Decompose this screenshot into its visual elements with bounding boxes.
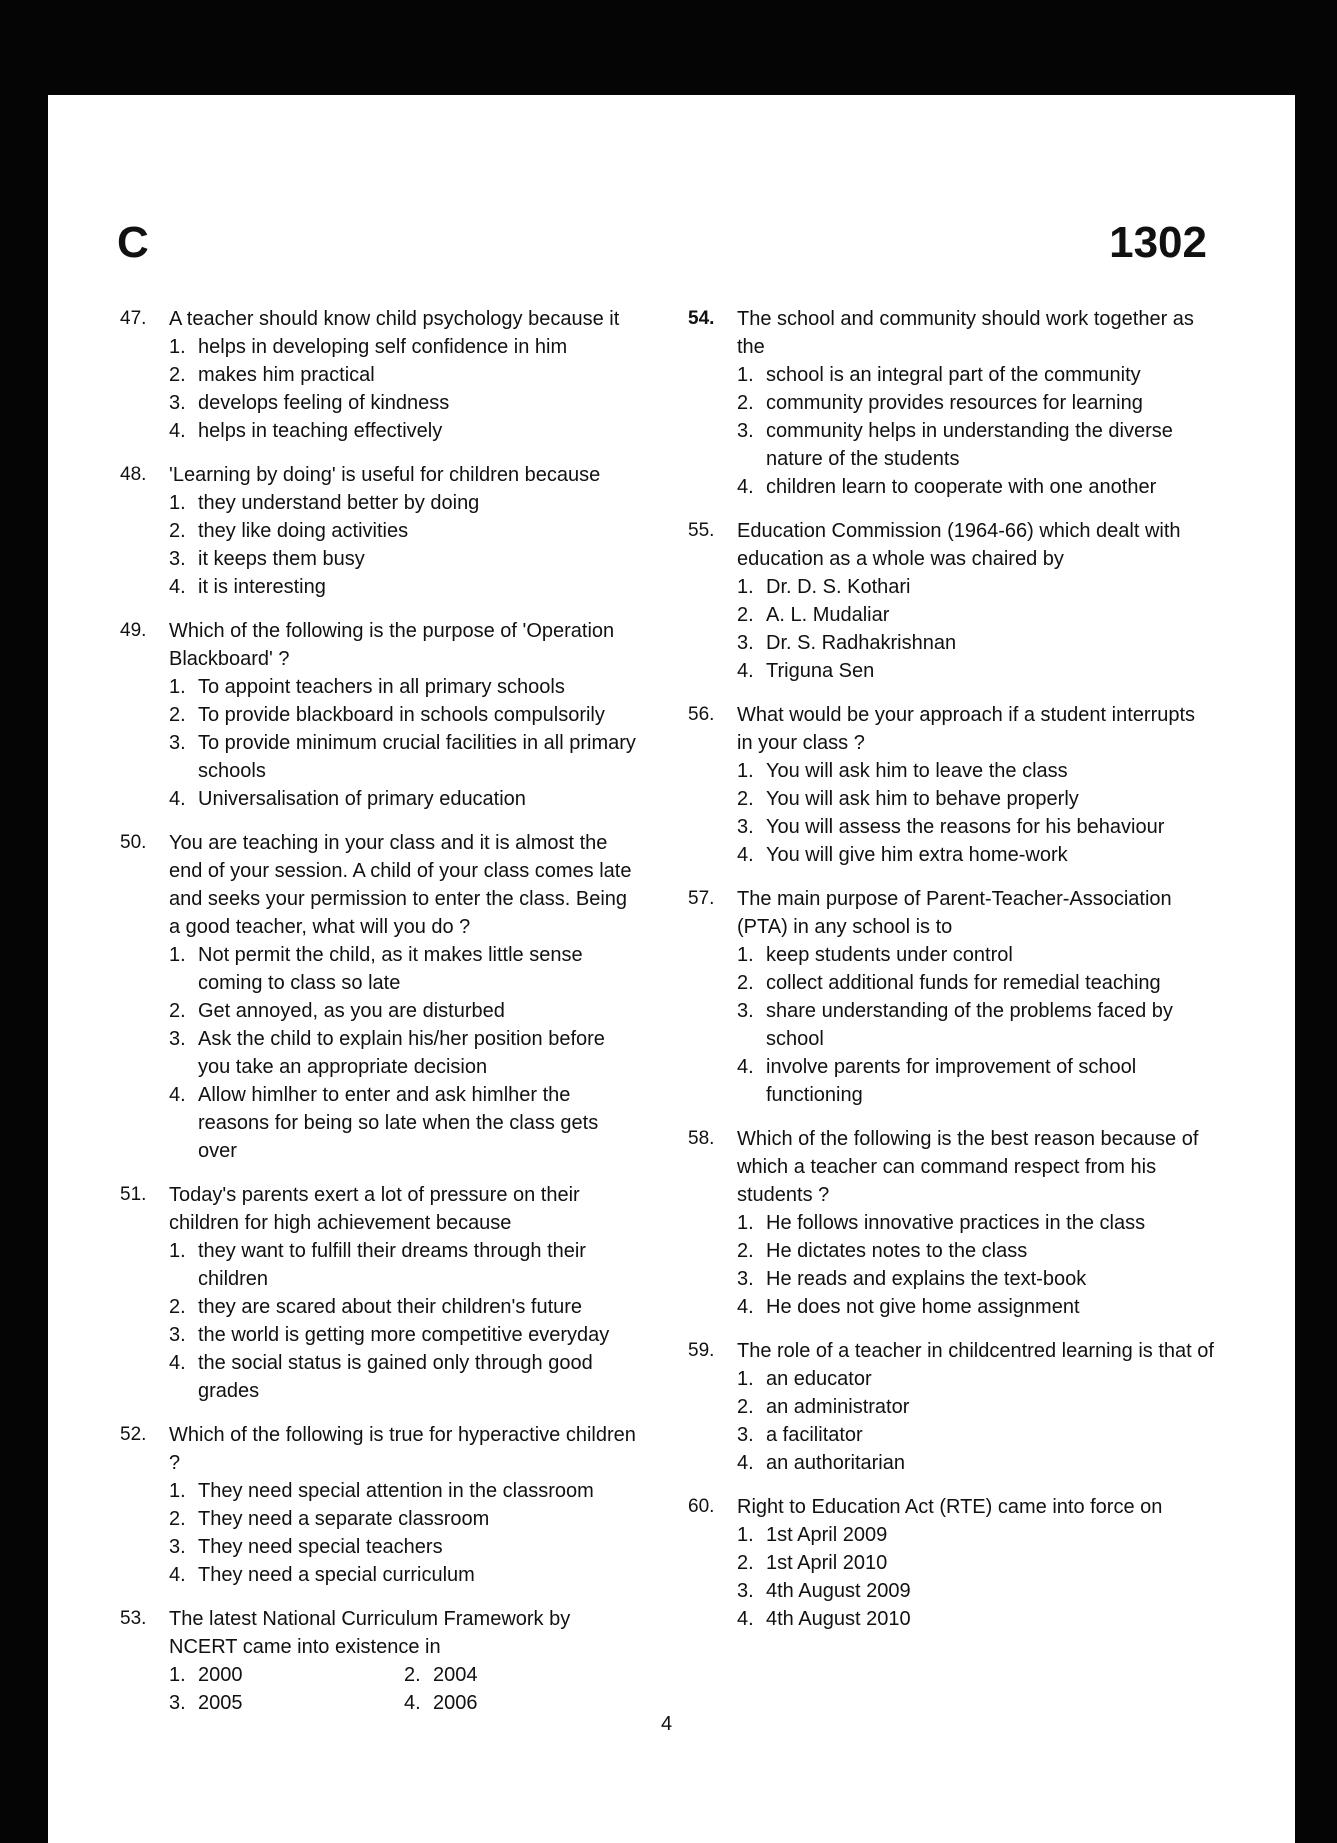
option-number: 2. bbox=[737, 392, 754, 414]
option-text: they are scared about their children's future bbox=[198, 1296, 583, 1318]
option-number: 4. bbox=[737, 844, 754, 866]
option-number: 2. bbox=[169, 1508, 186, 1530]
left-column bbox=[117, 305, 637, 1733]
option-list bbox=[737, 941, 1215, 1109]
option-list bbox=[169, 673, 637, 813]
option bbox=[737, 417, 1215, 473]
option bbox=[737, 1237, 1215, 1265]
option-list bbox=[169, 1661, 637, 1717]
option bbox=[737, 629, 1215, 657]
option-text: 2005 bbox=[198, 1692, 243, 1714]
option-text: To appoint teachers in all primary schools bbox=[198, 676, 565, 698]
option bbox=[737, 785, 1215, 813]
option-list bbox=[169, 1237, 637, 1405]
option-number: 1. bbox=[169, 336, 186, 358]
option bbox=[737, 1265, 1215, 1293]
option-number: 2. bbox=[169, 520, 186, 542]
option-number: 4. bbox=[169, 1564, 186, 1586]
option-number: 4. bbox=[169, 1352, 186, 1374]
question-49 bbox=[117, 617, 637, 813]
option-text: community provides resources for learning bbox=[766, 392, 1143, 414]
option-text: He dictates notes to the class bbox=[766, 1240, 1028, 1262]
question-number: 56. bbox=[688, 704, 715, 725]
option-text: You will ask him to leave the class bbox=[766, 760, 1068, 782]
option-number: 1. bbox=[169, 492, 186, 514]
option-text: You will assess the reasons for his behaviour bbox=[766, 816, 1165, 838]
option bbox=[737, 997, 1215, 1053]
option bbox=[169, 517, 637, 545]
question-text: What would be your approach if a student interrupts in your class ? bbox=[737, 704, 1196, 754]
question-text: The main purpose of Parent-Teacher-Association (PTA) in any school is to bbox=[737, 888, 1172, 938]
option bbox=[169, 673, 637, 701]
option bbox=[737, 601, 1215, 629]
option bbox=[169, 1533, 637, 1561]
option-number: 3. bbox=[737, 1580, 754, 1602]
option-number: 3. bbox=[169, 1692, 186, 1714]
option-number: 4. bbox=[737, 476, 754, 498]
option bbox=[737, 813, 1215, 841]
option-text: helps in teaching effectively bbox=[198, 420, 443, 442]
option-text: a facilitator bbox=[766, 1424, 863, 1446]
question-text: Education Commission (1964-66) which dealt with education as a whole was chaired by bbox=[737, 520, 1181, 570]
option-number: 3. bbox=[169, 1028, 186, 1050]
option-text: 4th August 2010 bbox=[766, 1608, 911, 1630]
option-number: 1. bbox=[737, 760, 754, 782]
option-number: 3. bbox=[169, 1324, 186, 1346]
option-text: Get annoyed, as you are disturbed bbox=[198, 1000, 505, 1022]
option bbox=[169, 389, 637, 417]
option-number: 4. bbox=[169, 576, 186, 598]
option-number: 1. bbox=[737, 1212, 754, 1234]
option-number: 3. bbox=[169, 732, 186, 754]
question-text: 'Learning by doing' is useful for children because bbox=[169, 464, 601, 486]
option bbox=[737, 757, 1215, 785]
option-number: 2. bbox=[169, 1000, 186, 1022]
option-number: 3. bbox=[169, 1536, 186, 1558]
question-57 bbox=[685, 885, 1215, 1109]
option-text: They need a separate classroom bbox=[198, 1508, 490, 1530]
question-text: A teacher should know child psychology because it bbox=[169, 308, 620, 330]
question-text: The latest National Curriculum Framework by NCERT came into existence in bbox=[169, 1608, 571, 1658]
option-number: 3. bbox=[737, 1000, 754, 1022]
option-text: To provide minimum crucial facilities in all primary schools bbox=[198, 732, 636, 782]
question-56 bbox=[685, 701, 1215, 869]
option-number: 4. bbox=[737, 1452, 754, 1474]
option bbox=[737, 473, 1215, 501]
question-47 bbox=[117, 305, 637, 445]
option bbox=[737, 1053, 1215, 1109]
question-number: 47. bbox=[120, 308, 147, 329]
question-number: 60. bbox=[688, 1496, 715, 1517]
question-number: 57. bbox=[688, 888, 715, 909]
option-list bbox=[737, 1521, 1215, 1633]
option bbox=[169, 1237, 637, 1293]
option-list bbox=[737, 757, 1215, 869]
option-text: school is an integral part of the community bbox=[766, 364, 1141, 386]
option-text: Not permit the child, as it makes little sense coming to class so late bbox=[198, 944, 583, 994]
option-number: 4. bbox=[169, 788, 186, 810]
option-number: 2. bbox=[737, 788, 754, 810]
question-number: 52. bbox=[120, 1424, 147, 1445]
option-text: helps in developing self confidence in him bbox=[198, 336, 568, 358]
option bbox=[169, 701, 637, 729]
option bbox=[737, 573, 1215, 601]
option bbox=[169, 1321, 637, 1349]
question-number: 49. bbox=[120, 620, 147, 641]
option-number: 3. bbox=[169, 392, 186, 414]
option-number: 4. bbox=[737, 1608, 754, 1630]
option-list bbox=[169, 1477, 637, 1589]
question-number: 51. bbox=[120, 1184, 147, 1205]
option-text: Universalisation of primary education bbox=[198, 788, 526, 810]
option-number: 3. bbox=[737, 1268, 754, 1290]
option bbox=[169, 573, 637, 601]
option-text: an educator bbox=[766, 1368, 872, 1390]
option bbox=[169, 1025, 637, 1081]
option bbox=[169, 997, 637, 1025]
question-number: 50. bbox=[120, 832, 147, 853]
option bbox=[169, 1689, 404, 1717]
option bbox=[169, 1293, 637, 1321]
option-text: They need special attention in the classroom bbox=[198, 1480, 594, 1502]
option-number: 4. bbox=[737, 1056, 754, 1078]
scan-border-left bbox=[0, 0, 48, 1843]
option-number: 1. bbox=[737, 1524, 754, 1546]
option-text: involve parents for improvement of school functioning bbox=[766, 1056, 1137, 1106]
question-number: 53. bbox=[120, 1608, 147, 1629]
option-number: 2. bbox=[737, 1396, 754, 1418]
option-number: 2. bbox=[169, 1296, 186, 1318]
option-text: share understanding of the problems faced by school bbox=[766, 1000, 1173, 1050]
option-text: He does not give home assignment bbox=[766, 1296, 1080, 1318]
option bbox=[169, 1477, 637, 1505]
option-list bbox=[737, 573, 1215, 685]
scan-border-top bbox=[0, 0, 1337, 95]
option bbox=[169, 1081, 637, 1165]
question-text: You are teaching in your class and it is almost the end of your session. A child of your class comes late and seeks your permission to enter the class. Being a good teacher, what will you do ? bbox=[169, 832, 632, 938]
option-text: A. L. Mudaliar bbox=[766, 604, 890, 626]
option-text: 2006 bbox=[433, 1692, 478, 1714]
option-text: You will ask him to behave properly bbox=[766, 788, 1079, 810]
option-text: keep students under control bbox=[766, 944, 1013, 966]
option-number: 1. bbox=[737, 364, 754, 386]
question-51 bbox=[117, 1181, 637, 1405]
question-number: 55. bbox=[688, 520, 715, 541]
option-number: 4. bbox=[169, 1084, 186, 1106]
option-number: 1. bbox=[169, 1664, 186, 1686]
option-number: 3. bbox=[737, 1424, 754, 1446]
option bbox=[169, 361, 637, 389]
option-text: 2000 bbox=[198, 1664, 243, 1686]
option-number: 1. bbox=[169, 1480, 186, 1502]
option-number: 1. bbox=[737, 944, 754, 966]
option-text: the social status is gained only through good grades bbox=[198, 1352, 593, 1402]
option bbox=[737, 1577, 1215, 1605]
option bbox=[169, 489, 637, 517]
question-text: Which of the following is the best reason because of which a teacher can command respect from his students ? bbox=[737, 1128, 1199, 1206]
option-list bbox=[169, 489, 637, 601]
option bbox=[737, 1209, 1215, 1237]
option-text: the world is getting more competitive everyday bbox=[198, 1324, 610, 1346]
question-number: 54. bbox=[688, 308, 715, 329]
option-text: They need a special curriculum bbox=[198, 1564, 475, 1586]
question-50 bbox=[117, 829, 637, 1165]
set-code: C bbox=[117, 218, 149, 267]
option-number: 3. bbox=[737, 420, 754, 442]
option bbox=[169, 333, 637, 361]
right-column bbox=[685, 305, 1215, 1649]
question-text: Which of the following is the purpose of 'Operation Blackboard' ? bbox=[169, 620, 615, 670]
option bbox=[404, 1661, 639, 1689]
option-text: 4th August 2009 bbox=[766, 1580, 911, 1602]
option-text: they want to fulfill their dreams through their children bbox=[198, 1240, 586, 1290]
option-list bbox=[737, 1365, 1215, 1477]
option bbox=[169, 1505, 637, 1533]
option-text: collect additional funds for remedial teaching bbox=[766, 972, 1161, 994]
option-number: 2. bbox=[737, 972, 754, 994]
option-number: 1. bbox=[737, 576, 754, 598]
question-58 bbox=[685, 1125, 1215, 1321]
option-text: they understand better by doing bbox=[198, 492, 480, 514]
option-number: 4. bbox=[404, 1692, 421, 1714]
option-text: They need special teachers bbox=[198, 1536, 443, 1558]
option-list bbox=[169, 941, 637, 1165]
option-text: it is interesting bbox=[198, 576, 326, 598]
question-55 bbox=[685, 517, 1215, 685]
option-text: He follows innovative practices in the class bbox=[766, 1212, 1146, 1234]
option bbox=[169, 1349, 637, 1405]
question-number: 59. bbox=[688, 1340, 715, 1361]
option-number: 3. bbox=[169, 548, 186, 570]
question-54 bbox=[685, 305, 1215, 501]
option bbox=[169, 417, 637, 445]
scan-border-right bbox=[1295, 0, 1337, 1843]
option-text: it keeps them busy bbox=[198, 548, 365, 570]
option-list bbox=[737, 361, 1215, 501]
option-text: 2004 bbox=[433, 1664, 478, 1686]
question-text: Which of the following is true for hyperactive children ? bbox=[169, 1424, 636, 1474]
option bbox=[169, 941, 637, 997]
option bbox=[169, 545, 637, 573]
option-text: they like doing activities bbox=[198, 520, 409, 542]
option-number: 1. bbox=[169, 676, 186, 698]
option-number: 2. bbox=[737, 1240, 754, 1262]
option-list bbox=[737, 1209, 1215, 1321]
option-number: 2. bbox=[169, 704, 186, 726]
option-number: 2. bbox=[737, 1552, 754, 1574]
option-text: Dr. S. Radhakrishnan bbox=[766, 632, 957, 654]
option-number: 2. bbox=[404, 1664, 421, 1686]
question-number: 48. bbox=[120, 464, 147, 485]
option-text: Triguna Sen bbox=[766, 660, 875, 682]
option-text: children learn to cooperate with one another bbox=[766, 476, 1157, 498]
option-text: 1st April 2009 bbox=[766, 1524, 888, 1546]
option bbox=[737, 657, 1215, 685]
question-number: 58. bbox=[688, 1128, 715, 1149]
option bbox=[404, 1689, 639, 1717]
option bbox=[737, 361, 1215, 389]
option bbox=[169, 1661, 404, 1689]
question-59 bbox=[685, 1337, 1215, 1477]
option bbox=[737, 841, 1215, 869]
question-text: Right to Education Act (RTE) came into force on bbox=[737, 1496, 1163, 1518]
option-number: 1. bbox=[169, 944, 186, 966]
option bbox=[169, 729, 637, 785]
option bbox=[169, 785, 637, 813]
option-text: develops feeling of kindness bbox=[198, 392, 450, 414]
option-number: 1. bbox=[169, 1240, 186, 1262]
option-text: To provide blackboard in schools compulsorily bbox=[198, 704, 605, 726]
option-text: Dr. D. S. Kothari bbox=[766, 576, 911, 598]
option-number: 1. bbox=[737, 1368, 754, 1390]
question-text: The school and community should work together as the bbox=[737, 308, 1194, 358]
option-text: Allow himlher to enter and ask himlher the reasons for being so late when the class gets over bbox=[198, 1084, 599, 1162]
option-text: You will give him extra home-work bbox=[766, 844, 1068, 866]
option bbox=[737, 1293, 1215, 1321]
option-text: makes him practical bbox=[198, 364, 375, 386]
option-text: an administrator bbox=[766, 1396, 910, 1418]
option bbox=[737, 1421, 1215, 1449]
option bbox=[737, 941, 1215, 969]
option bbox=[737, 1521, 1215, 1549]
option-text: community helps in understanding the diverse nature of the students bbox=[766, 420, 1173, 470]
question-53 bbox=[117, 1605, 637, 1717]
option-list bbox=[169, 333, 637, 445]
option bbox=[737, 1605, 1215, 1633]
option-number: 4. bbox=[169, 420, 186, 442]
option bbox=[737, 969, 1215, 997]
option-number: 2. bbox=[737, 604, 754, 626]
option-number: 4. bbox=[737, 1296, 754, 1318]
option-text: 1st April 2010 bbox=[766, 1552, 888, 1574]
option bbox=[737, 1365, 1215, 1393]
option bbox=[169, 1561, 637, 1589]
option-text: Ask the child to explain his/her position before you take an appropriate decision bbox=[198, 1028, 605, 1078]
option-text: an authoritarian bbox=[766, 1452, 905, 1474]
option-number: 3. bbox=[737, 816, 754, 838]
scan-border-corner bbox=[1300, 1810, 1337, 1843]
question-60 bbox=[685, 1493, 1215, 1633]
option bbox=[737, 1549, 1215, 1577]
option-number: 2. bbox=[169, 364, 186, 386]
paper-code: 1302 bbox=[1109, 218, 1207, 267]
question-text: The role of a teacher in childcentred learning is that of bbox=[737, 1340, 1214, 1362]
question-text: Today's parents exert a lot of pressure on their children for high achievement because bbox=[169, 1184, 580, 1234]
option bbox=[737, 1449, 1215, 1477]
option-number: 3. bbox=[737, 632, 754, 654]
question-48 bbox=[117, 461, 637, 601]
option bbox=[737, 389, 1215, 417]
option-number: 4. bbox=[737, 660, 754, 682]
question-52 bbox=[117, 1421, 637, 1589]
option-text: He reads and explains the text-book bbox=[766, 1268, 1087, 1290]
option bbox=[737, 1393, 1215, 1421]
page-number: 4 bbox=[661, 1713, 673, 1735]
